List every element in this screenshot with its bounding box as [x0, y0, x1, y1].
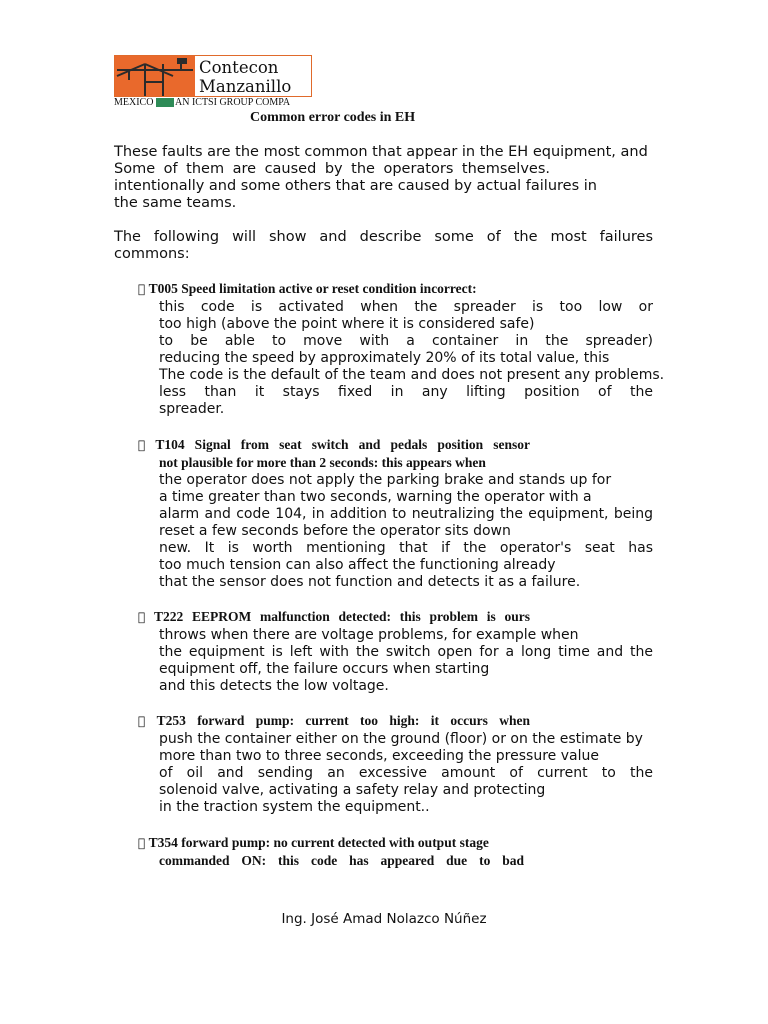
section-body-line: too much tension can also affect the functioning already	[159, 557, 556, 573]
intro-line: Some of them are caused by the operators themselves.	[114, 161, 550, 177]
logo-country: MEXICO	[114, 97, 154, 108]
company-logo	[114, 55, 312, 97]
section-body-line: in the traction system the equipment..	[159, 799, 430, 815]
following-line: commons:	[114, 246, 190, 262]
intro-line: the same teams.	[114, 195, 237, 211]
section-body-line: to be able to move with a container in the spreader)	[159, 333, 653, 349]
section-body-line: more than two to three seconds, exceeding the pressure value	[159, 748, 599, 764]
section-heading: T104 Signal from seat switch and pedals position sensor	[138, 437, 530, 452]
section-body-line: too high (above the point where it is considered safe)	[159, 316, 535, 332]
section-body-line: the operator does not apply the parking brake and stands up for	[159, 472, 612, 488]
logo-wordmark	[199, 58, 291, 96]
section-heading: T222 EEPROM malfunction detected: this problem is ours	[138, 609, 530, 624]
section-body-line: a time greater than two seconds, warning the operator with a	[159, 489, 592, 505]
section-body-line: this code is activated when the spreader is too low or	[159, 299, 653, 315]
section-body-line: the equipment is left with the switch open for a long time and the	[159, 644, 653, 660]
document-title: Common error codes in EH	[250, 110, 416, 125]
intro-line: intentionally and some others that are caused by actual failures in	[114, 178, 597, 194]
crane-icon	[115, 56, 195, 96]
section-body-line: alarm and code 104, in addition to neutralizing the equipment, being	[159, 506, 653, 522]
logo-group: AN ICTSI GROUP COMPA	[175, 97, 291, 108]
section-body-line: reset a few seconds before the operator sits down	[159, 523, 511, 539]
section-body-line: reducing the speed by approximately 20% of its total value, this	[159, 350, 610, 366]
section-heading: T354 forward pump: no current detected with output stage	[138, 835, 479, 850]
section-body-line: new. It is worth mentioning that if the operator's seat has	[159, 540, 653, 556]
crane-logo-graphic	[115, 56, 195, 96]
section-body-line: The code is the default of the team and does not present any problems.	[159, 367, 665, 383]
section-heading: T253 forward pump: current too high: it occurs when	[138, 713, 530, 728]
logo-green-bar	[156, 98, 174, 107]
section-body-line: that the sensor does not function and detects it as a failure.	[159, 574, 581, 590]
section-body-line: throws when there are voltage problems, for example when	[159, 627, 579, 643]
intro-line: These faults are the most common that appear in the EH equipment, and	[114, 144, 648, 160]
section-heading: commanded ON: this code has appeared due to bad	[159, 853, 524, 868]
section-body-line: of oil and sending an excessive amount of current to the	[159, 765, 653, 781]
logo-subline	[114, 97, 324, 109]
section-body-line: equipment off, the failure occurs when starting	[159, 661, 490, 677]
footer-author: Ing. José Amad Nolazco Núñez	[281, 911, 487, 927]
section-body-line: push the container either on the ground (floor) or on the estimate by	[159, 731, 643, 747]
logo-line1: Contecon	[199, 58, 279, 77]
section-body-line: spreader.	[159, 401, 225, 417]
section-heading: T005 Speed limitation active or reset condition incorrect:	[138, 281, 467, 296]
section-body-line: and this detects the low voltage.	[159, 678, 389, 694]
following-line: The following will show and describe some of the most failures	[114, 229, 653, 245]
section-heading: not plausible for more than 2 seconds: this appears when	[159, 455, 486, 470]
section-body-line: less than it stays fixed in any lifting position of the	[159, 384, 653, 400]
section-body-line: solenoid valve, activating a safety relay and protecting	[159, 782, 546, 798]
logo-line2: Manzanillo	[199, 77, 292, 96]
